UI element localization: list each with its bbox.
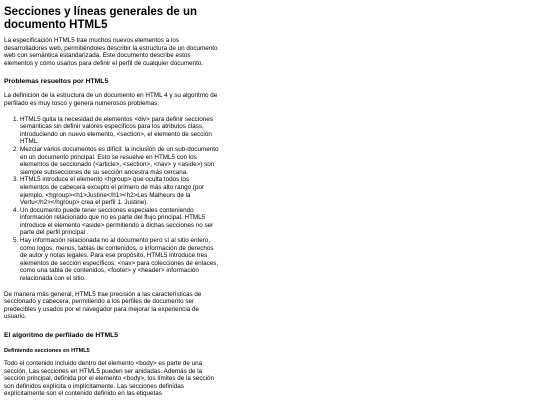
defining-sections-subheading: Definiendo secciones en HTML5 [4, 348, 90, 354]
problems-list-item: 1. HTML5 quita la necesidad de elementos <div> para definir secciones semánticas sin definir valores específicos para los atributos class, introduciendo un nuevo elemento, <section>, el elemento de sección HTML. [20, 116, 219, 146]
page-title: Secciones y líneas generales de un documento HTML5 [4, 6, 198, 31]
problems-heading: Problemas resueltos por HTML5 [4, 78, 109, 86]
problems-list-item: 4. Un documento puede tener secciones especiales conteniendo información relacionado que no es parte del flujo principal. HTML5 introduce el elemento <aside> permitiendo a dichas secciones no ser parte del perfil principal . [20, 207, 219, 237]
problems-list-item: 5. Hay información relacionada no al documento pero sí al sitio entero, como logos, menús, tablas de contenidos, o información de derechos de autor y notas legales. Para ese propósito, HTML5 introduce tres elementos de sección específicos: <nav> para colecciones de enlaces, como una tabla de contenidos, <footer> y <header> información relacionada con el sitio. [20, 237, 219, 283]
problems-list-item: 3. HTML5 introduce el elemento <hgroup> que oculta todos los elementos de cabecera excepto el primero de más alto rango (por ejemplo, <hgroup><h1>Justine</h1><h2>Les Malheurs de la Vertu</h2></hgroup> crea el perfil 1. Justine). [20, 176, 219, 206]
problems-list [4, 116, 219, 283]
article-column [4, 6, 219, 398]
problems-lead-paragraph: La definición de la estructura de un documento en HTML 4 y su algoritmo de perfilado es muy tosco y genera numerosos problemas: [4, 92, 218, 107]
problems-closing-paragraph: De manera más general, HTML5 trae precisión a las características de seccionado y cabecera, permitiendo a los perfiles de documento ser predecibles y usados por el navegador para mejorar la experiencia de usuario. [4, 290, 202, 321]
problems-list-item: 2. Mezclar varios documentos es difícil: la inclusión de un sub-documento en un documento principal. Esto se resuelve en HTML5 con los elementos de seccionado (<article>, <section>, <nav> y <aside>) son siempre subsecciones de su sección ancestra más cercana. [20, 146, 219, 176]
algorithm-paragraph: Todo el contenido incluido dentro del elemento <body> es parte de una sección. Las secciones en HTML5 pueden ser anidadas. Además de la sección principal, definida por el elemento <body>, los límites de la sección son definidos explícita o implícitamente. Las secciones definidas explícitamente son el contenido definido en las etiquetas [4, 360, 215, 398]
intro-paragraph: La especificación HTML5 trae muchos nuevos elementos a los desarrolladores web, permitiéndoles describir la estructura de un documento web con semántica estandarizada. Este documento describe estos elementos y cómo usarlos para definir el perfil de cualquier documento. [4, 37, 218, 67]
algorithm-heading: El algoritmo de perfilado de HTML5 [4, 332, 119, 339]
